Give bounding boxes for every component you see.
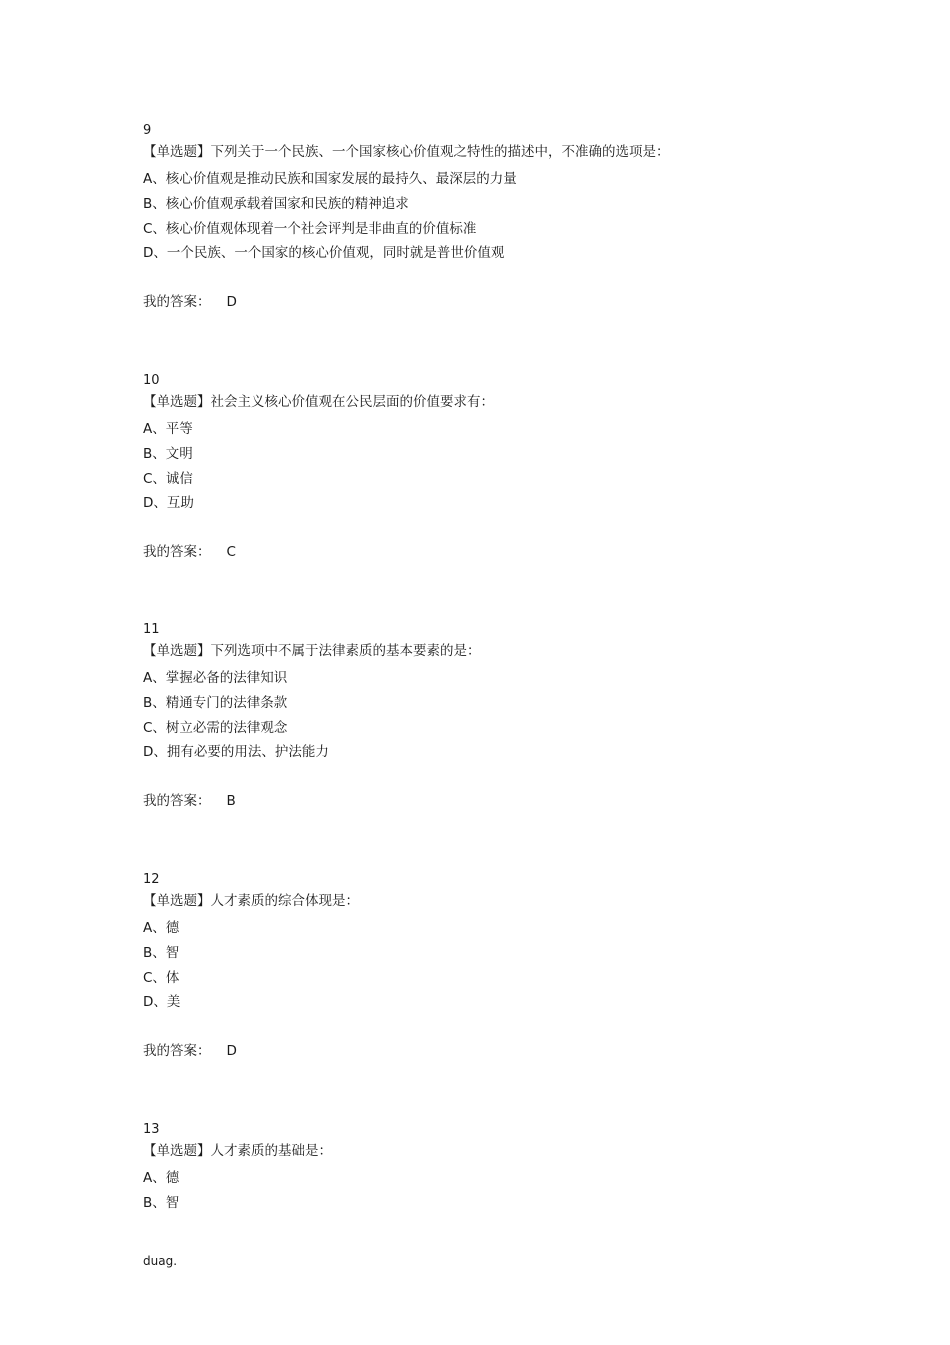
option-b: B、精通专门的法律条款 [143,694,288,711]
option-c: C、诚信 [143,470,193,487]
option-a: A、德 [143,920,180,936]
question-number: 13 [143,1122,160,1137]
answer-label: 我的答案： [143,294,211,310]
option-a: A、德 [143,1170,180,1186]
option-list [143,919,180,1018]
answer-label: 我的答案： [143,793,211,809]
option-list [143,170,517,269]
option-b: B、核心价值观承载着国家和民族的精神追求 [143,195,409,212]
option-d: D、互助 [143,495,194,512]
question-number: 11 [143,622,160,637]
option-list [143,669,329,768]
option-c: C、体 [143,969,180,986]
option-b: B、文明 [143,445,193,462]
question-number: 9 [143,123,152,138]
answer-value: D [226,294,237,310]
option-b: B、智 [143,944,180,961]
question-stem: 【单选题】下列选项中不属于法律素质的基本要素的是： [143,643,481,659]
option-list [143,420,194,519]
answer-label: 我的答案： [143,544,211,560]
option-d: D、一个民族、一个国家的核心价值观，同时就是普世价值观 [143,245,505,262]
option-d: D、美 [143,994,181,1011]
page-footer: duag. [143,1254,178,1268]
option-b: B、智 [143,1194,180,1211]
question-stem: 【单选题】社会主义核心价值观在公民层面的价值要求有： [143,394,494,410]
question-stem: 【单选题】人才素质的综合体现是： [143,893,359,909]
answer-value: D [226,1043,237,1059]
question-stem: 【单选题】人才素质的基础是： [143,1143,332,1159]
question-stem: 【单选题】下列关于一个民族、一个国家核心价值观之特性的描述中，不准确的选项是： [143,144,670,160]
my-answer [143,293,237,311]
option-d: D、拥有必要的用法、护法能力 [143,744,329,761]
answer-value: B [226,793,236,809]
option-c: C、树立必需的法律观念 [143,719,288,736]
my-answer [143,792,236,810]
option-a: A、平等 [143,421,193,437]
my-answer [143,1042,237,1060]
question-number: 12 [143,872,160,887]
answer-value: C [226,544,236,560]
option-list [143,1169,179,1219]
option-c: C、核心价值观体现着一个社会评判是非曲直的价值标准 [143,220,477,237]
question-number: 10 [143,373,160,388]
answer-label: 我的答案： [143,1043,211,1059]
my-answer [143,543,236,561]
option-a: A、掌握必备的法律知识 [143,670,288,686]
option-a: A、核心价值观是推动民族和国家发展的最持久、最深层的力量 [143,171,517,187]
